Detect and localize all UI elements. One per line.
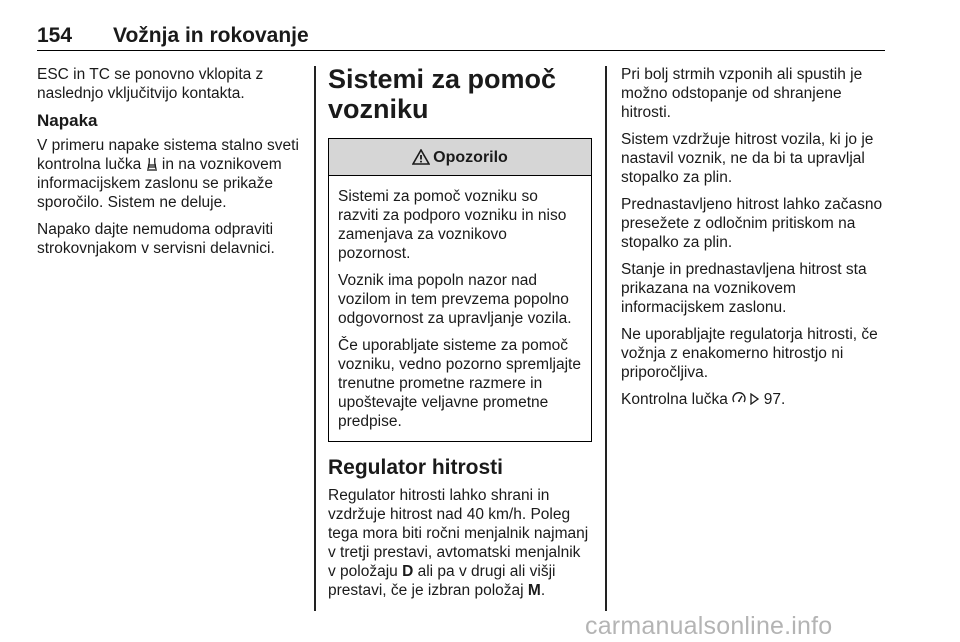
- warning-paragraph: Voznik ima popoln nazor nad vozilom in tem prevzema popolno odgovornost za upravljanje vozila.: [338, 272, 572, 327]
- fault-repair-paragraph: Napako dajte nemudoma odpraviti strokovnjakom v servisni delavnici.: [37, 221, 275, 257]
- control-lamp-reference: Kontrolna lučka 97.: [621, 391, 786, 408]
- body-paragraph: Sistem vzdržuje hitrost vozila, ki jo je nastavil voznik, ne da bi ta upravljal stopalko za plin.: [621, 131, 874, 186]
- fault-heading: Napaka: [37, 111, 98, 130]
- page-number: 154: [37, 24, 73, 47]
- column-2: [328, 64, 592, 608]
- cruise-control-paragraph: Regulator hitrosti lahko shrani in vzdržuje hitrost nad 40 km/h. Poleg tega mora biti ročni menjalnik najmanj v tretji prestavi, avtomatski menjalnik v položaju D ali pa v drugi ali višji prestavi, če je izbran položaj M.: [328, 487, 589, 599]
- cruise-control-heading: Regulator hitrosti: [328, 456, 504, 479]
- column-3: [621, 65, 887, 417]
- intro-paragraph: ESC in TC se ponovno vklopita z naslednjo vključitvijo kontakta.: [37, 66, 264, 102]
- cruise-control-lamp-icon: [732, 392, 746, 405]
- body-paragraph: Stanje in prednastavljena hitrost sta prikazana na voznikovem informacijskem zaslonu.: [621, 261, 867, 316]
- body-paragraph: Pri bolj strmih vzponih ali spustih je možno odstopanje od shranjene hitrosti.: [621, 66, 863, 121]
- page-header: [37, 22, 885, 51]
- warning-paragraph: Če uporabljate sisteme za pomoč vozniku, vedno pozorno spremljajte trenutne prometne razmere in upoštevajte veljavne prometne predpise.: [338, 337, 581, 430]
- column-divider: [314, 66, 316, 611]
- body-paragraph: Prednastavljeno hitrost lahko začasno presežete z odločnim pritiskom na stopalko za plin.: [621, 196, 883, 251]
- chapter-title: Vožnja in rokovanje: [113, 24, 309, 47]
- warning-paragraph: Sistemi za pomoč vozniku so razviti za podporo vozniku in niso zamenjava za voznikovo pozornost.: [338, 188, 567, 262]
- section-title: Sistemi za pomoč vozniku: [328, 64, 557, 124]
- warning-triangle-icon: [412, 149, 430, 165]
- warning-body: [329, 176, 591, 441]
- esc-warning-lamp-icon: [146, 157, 158, 171]
- column-1: [37, 65, 302, 266]
- warning-header: [329, 139, 591, 176]
- body-paragraph: Ne uporabljajte regulatorja hitrosti, če vožnja z enakomerno hitrostjo ni priporočljiva.: [621, 326, 878, 381]
- fault-paragraph: V primeru napake sistema stalno sveti kontrolna lučka in na voznikovem informacijskem zaslonu se prikaže sporočilo. Sistem ne deluje.: [37, 137, 299, 211]
- warning-title: Opozorilo: [433, 148, 508, 166]
- column-divider: [605, 66, 607, 611]
- warning-box: [328, 138, 592, 442]
- watermark: carmanualsonline.info: [585, 612, 833, 640]
